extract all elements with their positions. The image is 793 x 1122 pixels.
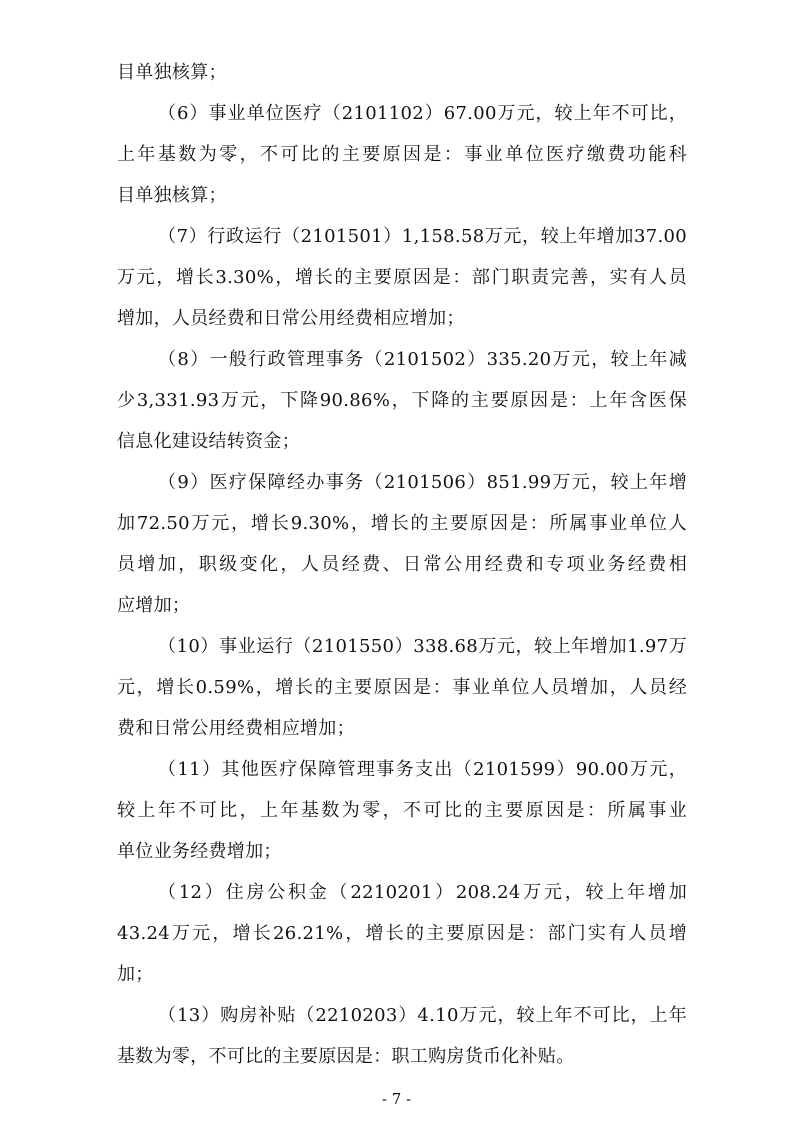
document-body <box>117 52 687 1077</box>
page-number: - 7 - <box>381 1090 412 1108</box>
paragraph-line: 增加，人员经费和日常公用经费相应增加； <box>117 308 465 329</box>
paragraph-line: 元，增长0.59%，增长的主要原因是：事业单位人员增加，人员经 <box>117 677 687 698</box>
paragraph-line: 单位业务经费增加； <box>117 841 282 862</box>
paragraph-line: （9）医疗保障经办事务（2101506）851.99万元，较上年增 <box>158 472 687 493</box>
paragraph-line: 信息化建设结转资金； <box>117 431 300 452</box>
paragraph-line: （10）事业运行（2101550）338.68万元，较上年增加1.97万 <box>158 636 687 657</box>
paragraph-line: 上年基数为零，不可比的主要原因是：事业单位医疗缴费功能科 <box>117 144 687 165</box>
paragraph-line: （6）事业单位医疗（2101102）67.00万元，较上年不可比， <box>158 103 687 124</box>
paragraph-line: 员增加，职级变化，人员经费、日常公用经费和专项业务经费相 <box>117 554 687 575</box>
paragraph-line: 基数为零，不可比的主要原因是：职工购房货币化补贴。 <box>117 1046 575 1067</box>
paragraph-line: （13）购房补贴（2210203）4.10万元，较上年不可比，上年 <box>158 1005 687 1026</box>
paragraph-line: （11）其他医疗保障管理事务支出（2101599）90.00万元， <box>158 759 687 780</box>
paragraph-line: （8）一般行政管理事务（2101502）335.20万元，较上年减 <box>158 349 687 370</box>
paragraph-line: （12）住房公积金（2210201）208.24万元，较上年增加 <box>158 882 687 903</box>
paragraph-line: 应增加； <box>117 595 191 616</box>
paragraph-line: 加72.50万元，增长9.30%，增长的主要原因是：所属事业单位人 <box>117 513 687 534</box>
paragraph-line: 目单独核算； <box>117 62 227 83</box>
paragraph-line: （7）行政运行（2101501）1,158.58万元，较上年增加37.00 <box>158 226 687 247</box>
paragraph-line: 加； <box>117 964 154 985</box>
paragraph-line: 万元，增长3.30%，增长的主要原因是：部门职责完善，实有人员 <box>117 267 687 288</box>
paragraph-line: 费和日常公用经费相应增加； <box>117 718 355 739</box>
paragraph-line: 少3,331.93万元，下降90.86%，下降的主要原因是：上年含医保 <box>117 390 687 411</box>
paragraph-line: 较上年不可比，上年基数为零，不可比的主要原因是：所属事业 <box>117 800 687 821</box>
paragraph-line: 43.24万元，增长26.21%，增长的主要原因是：部门实有人员增 <box>117 923 687 944</box>
paragraph-line: 目单独核算； <box>117 185 227 206</box>
